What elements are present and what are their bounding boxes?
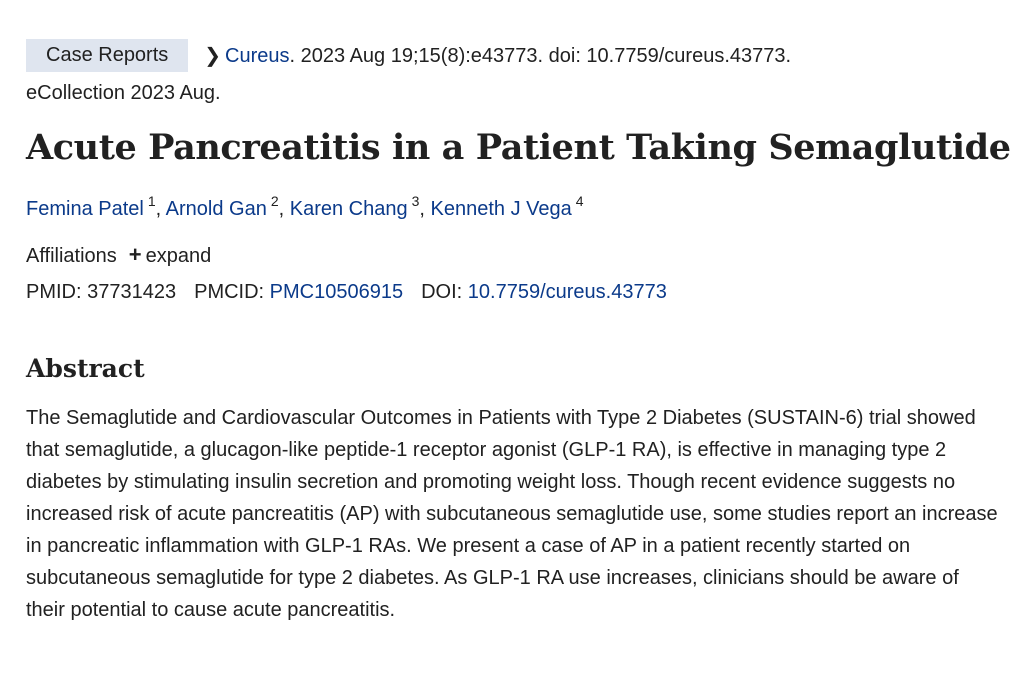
abstract-text: The Semaglutide and Cardiovascular Outcomes in Patients with Type 2 Diabetes (SUSTAIN-6) trial showed that semaglutide, a glucagon-like peptide-1 receptor agonist (GLP-1 RA), is effective in managing type 2 diabetes by stimulating insulin secretion and promoting weight loss. Though recent evidence suggests no increased risk of acute pancreatitis (AP) with subcutaneous semaglutide use, some studies report an increase in pancreatic inflammation with GLP-1 RAs. We present a case of AP in a patient recently started on subcutaneous semaglutide for type 2 diabetes. As GLP-1 RA use increases, clinicians should be aware of their potential to cause acute pancreatitis. — [26, 407, 998, 621]
author-link[interactable]: Karen Chang — [289, 198, 408, 220]
abstract-heading: Abstract — [26, 354, 145, 383]
affiliations-label: Affiliations — [26, 245, 117, 267]
author-link[interactable]: Arnold Gan — [165, 198, 267, 220]
ecollection-date: eCollection 2023 Aug. — [26, 82, 221, 104]
citation-details: . 2023 Aug 19;15(8):e43773. doi: 10.7759/cureus.43773. — [289, 45, 792, 67]
doi-label: DOI: — [421, 281, 463, 303]
affiliation-ref[interactable]: 4 — [575, 193, 584, 209]
article-type-badge[interactable]: Case Reports — [26, 39, 188, 72]
chevron-right-icon: ❯ — [204, 45, 222, 67]
plus-icon: + — [128, 242, 142, 267]
affiliation-ref[interactable]: 1 — [147, 193, 156, 209]
doi-link[interactable]: 10.7759/cureus.43773 — [467, 281, 667, 303]
author-list: Femina Patel $^1$, Arnold Gan $^2$, Karen Chang $^3$, Kenneth J Vega $^4$ — [26, 193, 584, 220]
pmid-value: 37731423 — [87, 281, 177, 303]
author-link[interactable]: Kenneth J Vega — [430, 198, 572, 220]
affiliation-ref[interactable]: 3 — [411, 193, 420, 209]
journal-link[interactable]: Cureus — [225, 45, 290, 67]
article-title: Acute Pancreatitis in a Patient Taking Semaglutide — [26, 127, 1011, 168]
citation-line — [26, 38, 1006, 74]
pmcid-label: PMCID: — [194, 281, 265, 303]
expand-label: expand — [145, 245, 212, 267]
affiliations-expand-button[interactable] — [117, 242, 212, 267]
affiliation-ref[interactable]: 2 — [270, 193, 279, 209]
affiliations-row — [26, 240, 1006, 271]
identifiers-row — [26, 277, 1006, 307]
article-page — [26, 38, 1011, 626]
pmcid-link[interactable]: PMC10506915 — [269, 281, 404, 303]
pmid-label: PMID: — [26, 281, 82, 303]
author-link[interactable]: Femina Patel — [26, 198, 144, 220]
